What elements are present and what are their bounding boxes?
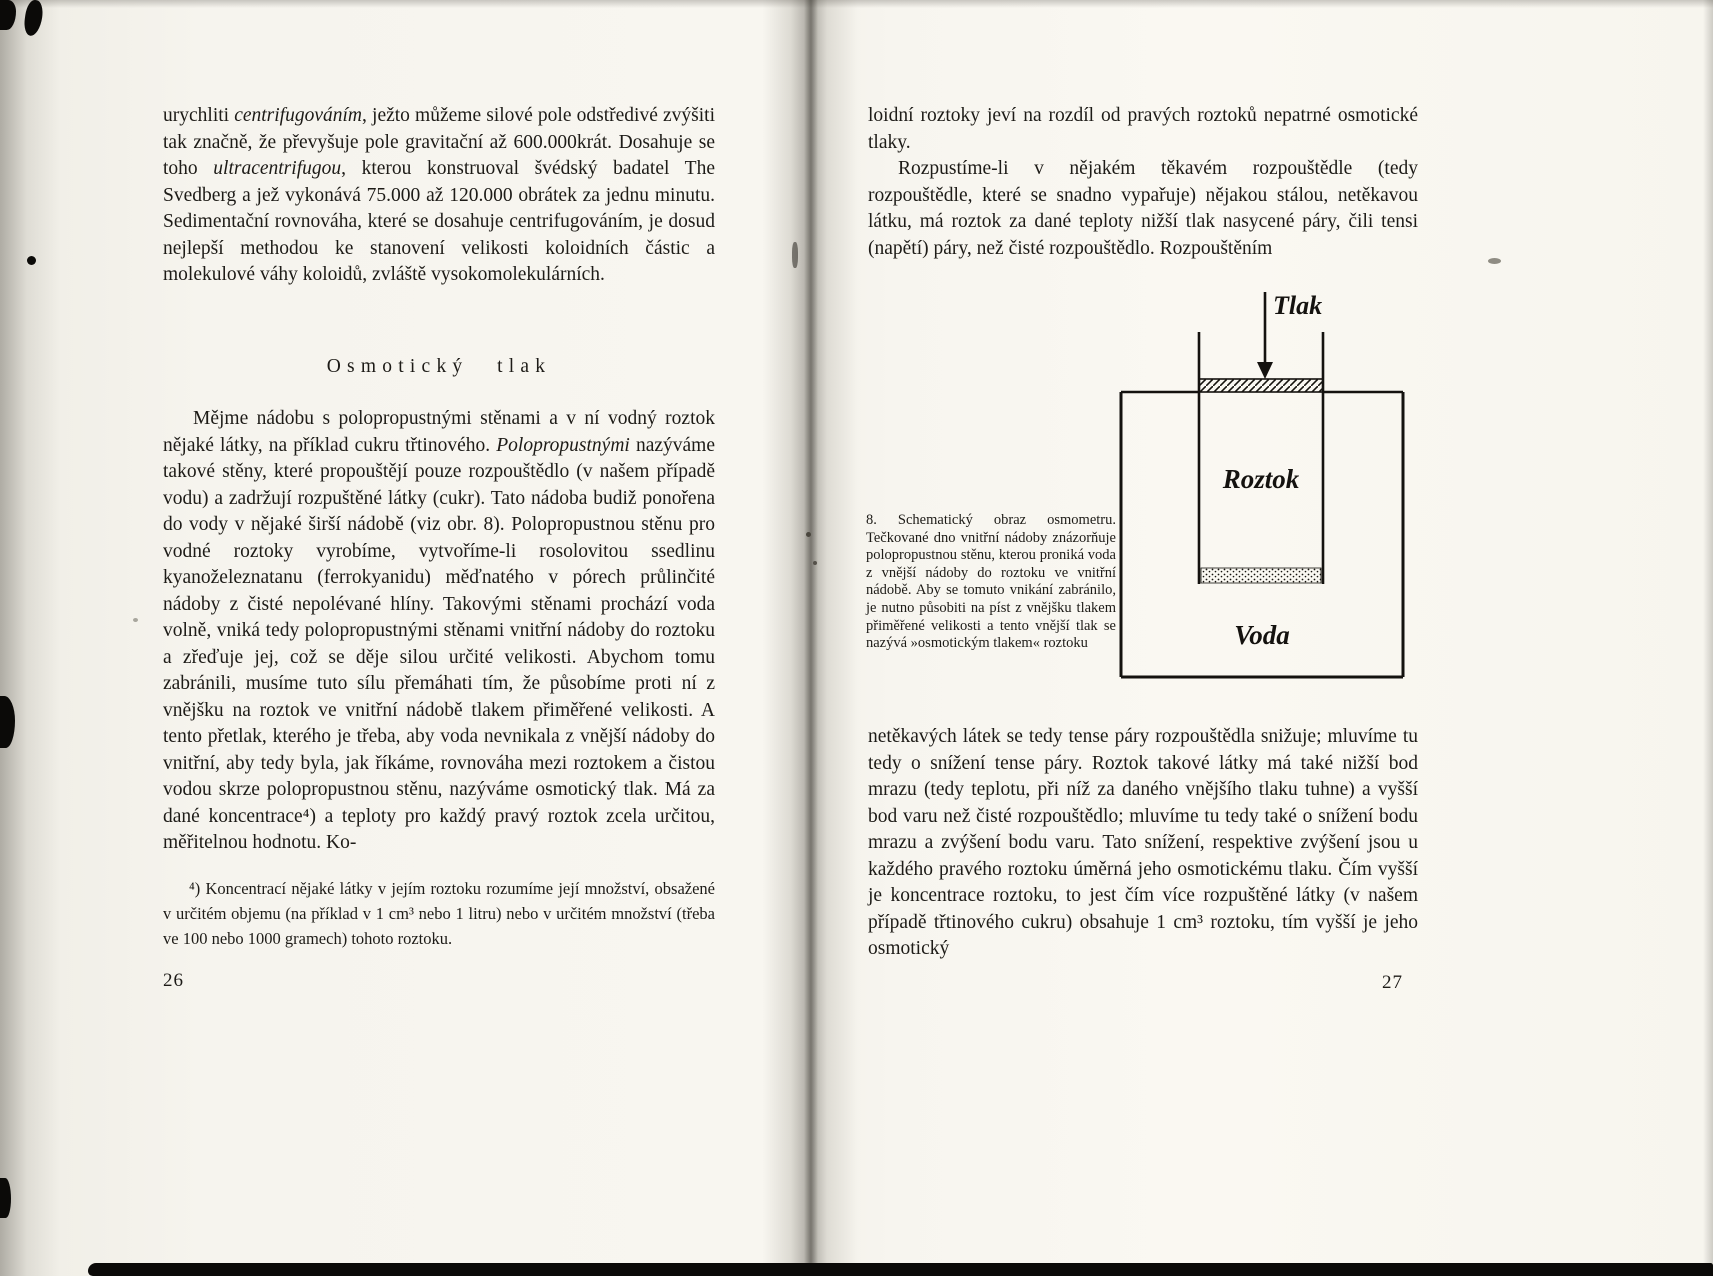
scan-artifact [27, 256, 36, 265]
right-page-bottom-text [868, 724, 1418, 963]
figure-label-roztok: Roztok [1222, 464, 1300, 494]
scan-edge-shadow-right [1703, 0, 1713, 1276]
text-run: nazýváme takové stěny, které propouštějí pouze rozpouštědlo (v našem případě vodu) a zadržují rozpuštěné látky (cukr). Tato nádoba budiž ponořena do vody v nějaké širší nádobě (viz obr. 8). Polopropustnou stěnu pro vodné roztoky vyrobíme, vytvoříme-li rosolovitou ssedlinu kyanoželeznatanu (ferrokyanidu) měďnatého v pórech průlinčité nádoby z čisté nepolévané hlíny. Takovými stěnami prochází voda volně, vniká tedy polopropustnými stěnami vnitřní nádoby do roztoku a zřeďuje jej, což se děje silou určité velikosti. Abychom tomu zabránili, musíme tuto sílu přemáhati tím, že působíme proti ní z vnějšku na roztok ve vnitřní nádobě tlakem přiměřené velikosti. A tento přetlak, kterého je třeba, aby voda nevnikala z vnější nádoby do vnitřní, aby tedy byla, jak říkáme, rovnováha mezi roztokem a čistou vodou skrze polopropustnou stěnu, nazýváme osmotický tlak. Má za dané koncentrace⁴) a teploty pro každý pravý roztok zcela určitou, měřitelnou hodnotu. Ko- [163, 434, 715, 853]
right-page-top-text [868, 103, 1418, 262]
italic-term-ultracentrifugou: ultracentrifugou [213, 158, 342, 179]
scan-speck [792, 242, 798, 268]
scan-speck [806, 532, 811, 537]
footnote-4: ⁴) Koncentrací nějaké látky v jejím roztoku rozumíme její množství, obsažené v určitém objemu (na příklad v 1 cm³ nebo 1 litru) nebo v určitém množství (třeba ve 100 nebo 1000 gramech) tohoto roztoku. [163, 879, 715, 948]
text-run: , kterou konstruoval švédský badatel The Svedberg a jež vykonává 75.000 až 120.000 obrátek za jednu minutu. Sedimentační rovnováha, které se dosahuje centrifugováním, je dosud nejlepší methodou ke stanovení velikosti koloidních částic a molekulové váhy koloidů, zvláště vysokomolekulárních. [163, 158, 715, 285]
page-number-left: 26 [163, 970, 184, 991]
paragraph: loidní roztoky jeví na rozdíl od pravých roztoků nepatrné osmotické tlaky. [868, 105, 1418, 153]
page-number-right: 27 [1382, 972, 1403, 993]
paragraph [163, 406, 715, 857]
scan-edge-shadow-left [0, 0, 60, 1276]
piston [1199, 379, 1323, 392]
scan-speck [1488, 258, 1501, 264]
scan-artifact-bottom-strip [88, 1263, 1713, 1276]
left-page-paragraph-2 [163, 406, 715, 857]
scan-speck [133, 618, 138, 622]
paragraph [163, 103, 715, 289]
paragraph: Rozpustíme-li v nějakém těkavém rozpouštědle (tedy rozpouštědle, které se snadno vypařuje) nějakou stálou, netěkavou látku, má roztok za dané teploty nižší tlak nasycené páry, čili tensi (napětí) páry, než čisté rozpouštědlo. Rozpouštěním [868, 158, 1418, 259]
scan-speck [813, 561, 817, 565]
italic-term-polopropustnymi: Polopropustnými [496, 434, 630, 456]
left-page-paragraph-1 [163, 103, 715, 289]
text-run: urychliti [163, 105, 235, 126]
figure-label-voda: Voda [1234, 620, 1290, 650]
book-gutter-core-shadow [804, 0, 818, 1276]
figure-caption-block [866, 512, 1116, 653]
section-heading-osmoticky-tlak: Osmotický tlak [326, 356, 552, 377]
figure-label-tlak: Tlak [1273, 291, 1323, 320]
left-page-footnote [163, 876, 715, 951]
figure-caption: 8. Schematický obraz osmometru. Tečkované dno vnitřní nádoby znázorňuje polopropustnou stěnu, kterou proniká voda z vnější nádoby do roztoku ve vnitřní nádobě. Aby se tomuto vnikání zabránilo, je nutno působiti na píst z vnějšku tlakem přiměřené velikosti a tento vnější tlak se nazývá »osmotickým tlakem« roztoku [866, 512, 1116, 652]
paragraph: netěkavých látek se tedy tense páry rozpouštědla snižuje; mluvíme tu tedy o snížení tense páry. Roztok takové látky má také nižší bod mrazu (tedy teplotu, při níž za daného vnějšího tlaku tuhne) a vyšší bod varu než čisté rozpouštědlo; mluvíme tu tedy také o snížení bodu mrazu a zvýšení bodu varu. Tato snížení, respektive zvýšení jsou u každého pravého roztoku úměrná jeho osmotickému tlaku. Čím vyšší je koncentrace roztoku, to jest čím více rozpuštěné látky (v našem případě třtinového cukru) obsahuje 1 cm³ roztoku, tím vyšší je jeho osmotický [868, 726, 1418, 959]
text-run: , ježto můžeme silové pole odstředivé zvýšiti tak značně, že převyšuje pole gravitační až 600.000krát. Dosahuje se toho [163, 105, 715, 179]
italic-term-centrifugovanim: centrifugováním [234, 105, 363, 126]
scan-artifact [0, 1178, 11, 1218]
text-run: Mějme nádobu s polopropustnými stěnami a v ní vodný roztok nějaké látky, na příklad cukru třtinového. [163, 408, 715, 456]
osmometer-figure [1115, 288, 1410, 692]
pressure-arrow-head [1257, 362, 1273, 379]
semipermeable-membrane [1201, 568, 1321, 583]
